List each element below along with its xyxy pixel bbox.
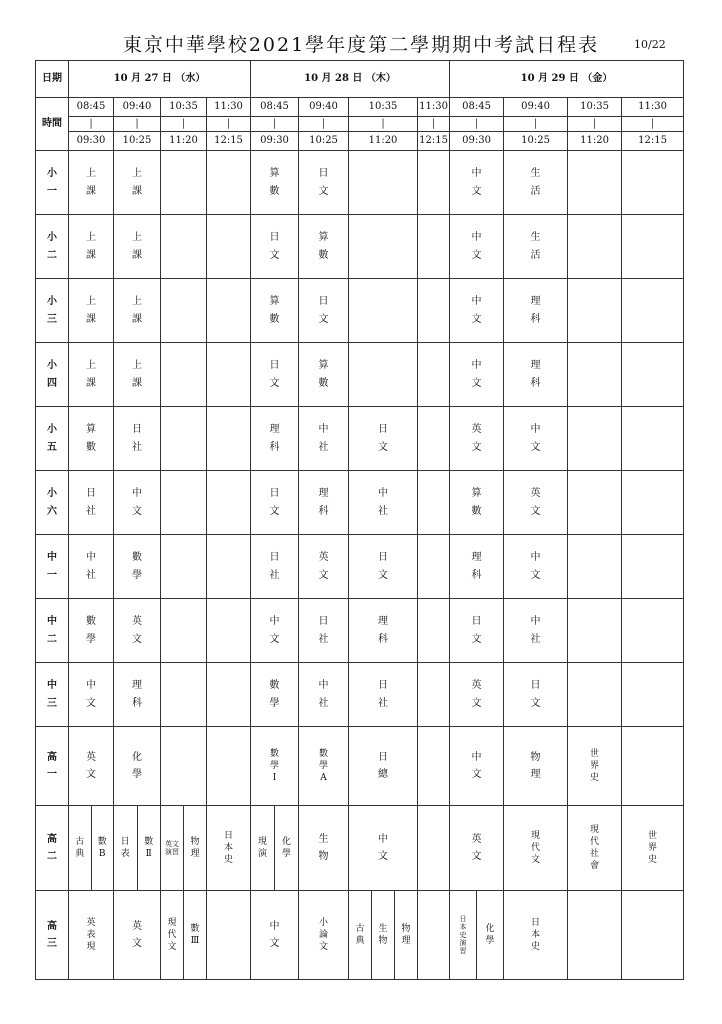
time-separator: | [450, 117, 504, 132]
exam-subject: 算 數 [269, 168, 280, 197]
date-header-row [36, 61, 684, 98]
period-start-time: 09:40 [504, 98, 568, 117]
exam-subject: 算 數 [318, 232, 329, 261]
exam-subject: 化 學 [485, 923, 495, 946]
day-header: 10 月 29 日 （金） [450, 61, 684, 98]
exam-subject: 日 本 史 [224, 830, 234, 866]
day-header: 10 月 28 日 （木） [251, 61, 450, 98]
period-start-time: 08:45 [450, 98, 504, 117]
exam-subject: 日 文 [318, 168, 329, 197]
grade-label: 小 四 [47, 360, 57, 389]
period-end-time: 09:30 [251, 132, 299, 151]
time-separator: | [349, 117, 418, 132]
grade-row-k3 [36, 891, 684, 980]
exam-subject: 日 文 [471, 616, 482, 645]
period-end-time: 10:25 [299, 132, 349, 151]
period-start-time: 09:40 [299, 98, 349, 117]
exam-subject: 生 活 [530, 168, 541, 197]
exam-subject: 上 課 [132, 168, 142, 197]
grade-row [36, 215, 684, 279]
exam-subject: 上 課 [86, 360, 96, 389]
time-start-row [36, 98, 684, 117]
exam-subject: 中 社 [318, 680, 329, 709]
exam-subject: 數 學 A [319, 748, 329, 784]
time-separator: | [299, 117, 349, 132]
exam-subject: 算 數 [318, 360, 329, 389]
exam-subject: 數 學 Ⅰ [270, 748, 280, 784]
grade-row [36, 407, 684, 471]
split-cell [69, 806, 113, 890]
split-cell [161, 891, 206, 979]
exam-subject: 中 社 [530, 616, 541, 645]
exam-subject: 數 B [97, 836, 107, 859]
time-end-row [36, 132, 684, 151]
exam-subject: 古 典 [75, 836, 85, 859]
exam-subject: 英 文 [132, 920, 142, 949]
exam-subject: 日 社 [318, 616, 329, 645]
grade-row [36, 471, 684, 535]
exam-subject: 理 科 [530, 296, 541, 325]
exam-subject: 理 科 [471, 552, 482, 581]
split-cell [161, 806, 206, 890]
exam-subject: 現 代 文 [531, 830, 541, 866]
exam-subject: 日 文 [269, 488, 280, 517]
grade-label: 中 一 [47, 552, 57, 581]
exam-subject: 中 文 [269, 616, 280, 645]
period-start-time: 08:45 [251, 98, 299, 117]
split-cell [114, 806, 160, 890]
exam-schedule-table [35, 60, 684, 980]
time-separator: | [114, 117, 161, 132]
period-start-time: 10:35 [349, 98, 418, 117]
time-separator: | [69, 117, 114, 132]
exam-subject: 現 演 [258, 836, 268, 859]
exam-subject: 上 課 [132, 232, 142, 261]
page-title: 東京中華學校2021學年度第二學期期中考試日程表 [122, 34, 600, 56]
exam-subject: 日 文 [269, 360, 280, 389]
exam-subject: 化 學 [282, 836, 292, 859]
exam-subject: 化 學 [132, 751, 142, 780]
exam-subject: 生 物 [318, 833, 329, 862]
grade-label: 中 三 [47, 680, 57, 709]
time-separator: | [504, 117, 568, 132]
exam-subject: 日 文 [318, 296, 329, 325]
period-end-time: 12:15 [418, 132, 450, 151]
exam-subject: 理 科 [269, 424, 280, 453]
period-start-time: 08:45 [69, 98, 114, 117]
exam-subject: 物 理 [190, 836, 200, 859]
exam-subject: 現 代 文 [167, 917, 177, 953]
exam-subject: 中 社 [378, 488, 389, 517]
exam-subject: 算 數 [269, 296, 280, 325]
time-separator: | [251, 117, 299, 132]
exam-subject: 中 社 [86, 552, 96, 581]
exam-subject: 中 文 [471, 296, 482, 325]
exam-subject: 中 文 [378, 833, 389, 862]
page-number: 10/22 [634, 38, 666, 51]
exam-subject: 日 文 [269, 232, 280, 261]
split-cell [349, 891, 417, 979]
exam-subject: 英 文 [471, 833, 482, 862]
exam-subject: 中 文 [269, 920, 280, 949]
grade-label: 小 一 [47, 168, 57, 197]
period-start-time: 10:35 [568, 98, 622, 117]
time-separator: | [207, 117, 251, 132]
exam-subject: 中 社 [318, 424, 329, 453]
exam-subject: 日 文 [378, 424, 389, 453]
exam-subject: 物 理 [530, 751, 541, 780]
time-separator: | [622, 117, 684, 132]
period-start-time: 11:30 [207, 98, 251, 117]
exam-subject: 數 學 [269, 680, 280, 709]
exam-subject: 日 本 史 演 習 [459, 914, 467, 956]
exam-subject: 算 數 [86, 424, 96, 453]
exam-subject: 中 文 [132, 488, 142, 517]
exam-subject: 日 社 [86, 488, 96, 517]
exam-subject: 算 數 [471, 488, 482, 517]
period-start-time: 09:40 [114, 98, 161, 117]
day-header: 10 月 27 日 （水） [69, 61, 251, 98]
exam-subject: 英 文 [471, 680, 482, 709]
grade-label: 中 二 [47, 616, 57, 645]
exam-subject: 上 課 [86, 168, 96, 197]
exam-subject: 現 代 社 會 [590, 824, 600, 872]
grade-row [36, 535, 684, 599]
exam-subject: 英 表 現 [86, 917, 96, 953]
exam-subject: 英 文 [471, 424, 482, 453]
grade-label: 小 二 [47, 232, 57, 261]
time-label: 時間 [36, 98, 69, 151]
split-cell [450, 891, 503, 979]
exam-subject: 數 Ⅲ [190, 923, 200, 946]
exam-subject: 英 文 [318, 552, 329, 581]
period-end-time: 09:30 [69, 132, 114, 151]
period-start-time: 11:30 [418, 98, 450, 117]
exam-subject: 世 界 史 [590, 748, 600, 784]
exam-subject: 日 社 [269, 552, 280, 581]
exam-subject: 英 文 [132, 616, 142, 645]
grade-row [36, 663, 684, 727]
grade-label: 小 五 [47, 424, 57, 453]
period-end-time: 11:20 [161, 132, 207, 151]
exam-subject: 日 本 史 [531, 917, 541, 953]
exam-subject: 中 文 [471, 232, 482, 261]
grade-row [36, 727, 684, 806]
exam-subject: 上 課 [132, 360, 142, 389]
grade-label: 高 三 [47, 920, 57, 949]
time-separator: | [161, 117, 207, 132]
exam-subject: 英 文 [86, 751, 96, 780]
exam-subject: 上 課 [86, 296, 96, 325]
period-end-time: 12:15 [207, 132, 251, 151]
period-end-time: 09:30 [450, 132, 504, 151]
exam-subject: 日 表 [120, 836, 130, 859]
exam-subject: 中 文 [530, 424, 541, 453]
exam-subject: 中 文 [471, 168, 482, 197]
grade-label: 高 二 [47, 833, 57, 862]
exam-subject: 古 典 [355, 923, 365, 946]
grade-row [36, 279, 684, 343]
period-end-time: 10:25 [504, 132, 568, 151]
exam-subject: 中 文 [86, 680, 96, 709]
period-end-time: 10:25 [114, 132, 161, 151]
period-end-time: 12:15 [622, 132, 684, 151]
period-start-time: 10:35 [161, 98, 207, 117]
exam-subject: 數 Ⅱ [144, 836, 154, 859]
exam-subject: 日 社 [378, 680, 389, 709]
period-end-time: 11:20 [349, 132, 418, 151]
grade-label: 小 六 [47, 488, 57, 517]
time-separator-row [36, 117, 684, 132]
date-corner-label: 日期 [36, 61, 69, 98]
exam-subject: 英文 演習 [165, 839, 179, 856]
grade-row [36, 599, 684, 663]
exam-subject: 數 學 [86, 616, 96, 645]
exam-subject: 中 文 [471, 360, 482, 389]
exam-subject: 上 課 [86, 232, 96, 261]
exam-subject: 中 文 [471, 751, 482, 780]
exam-subject: 數 學 [132, 552, 142, 581]
period-end-time: 11:20 [568, 132, 622, 151]
period-start-time: 11:30 [622, 98, 684, 117]
exam-subject: 日 總 [378, 751, 389, 780]
exam-subject: 中 文 [530, 552, 541, 581]
exam-subject: 日 文 [530, 680, 541, 709]
exam-subject: 小 論 文 [319, 917, 329, 953]
exam-subject: 生 物 [378, 923, 388, 946]
time-separator: | [418, 117, 450, 132]
grade-label: 小 三 [47, 296, 57, 325]
exam-subject: 理 科 [378, 616, 389, 645]
grade-label: 高 一 [47, 751, 57, 780]
grade-row [36, 151, 684, 215]
exam-subject: 理 科 [132, 680, 142, 709]
exam-subject: 理 科 [318, 488, 329, 517]
exam-subject: 英 文 [530, 488, 541, 517]
grade-row [36, 343, 684, 407]
exam-subject: 生 活 [530, 232, 541, 261]
exam-subject: 上 課 [132, 296, 142, 325]
exam-subject: 理 科 [530, 360, 541, 389]
exam-subject: 日 社 [132, 424, 142, 453]
split-cell [251, 806, 298, 890]
exam-subject: 物 理 [401, 923, 411, 946]
exam-subject: 日 文 [378, 552, 389, 581]
exam-subject: 世 界 史 [648, 830, 658, 866]
time-separator: | [568, 117, 622, 132]
grade-row-k2 [36, 806, 684, 891]
